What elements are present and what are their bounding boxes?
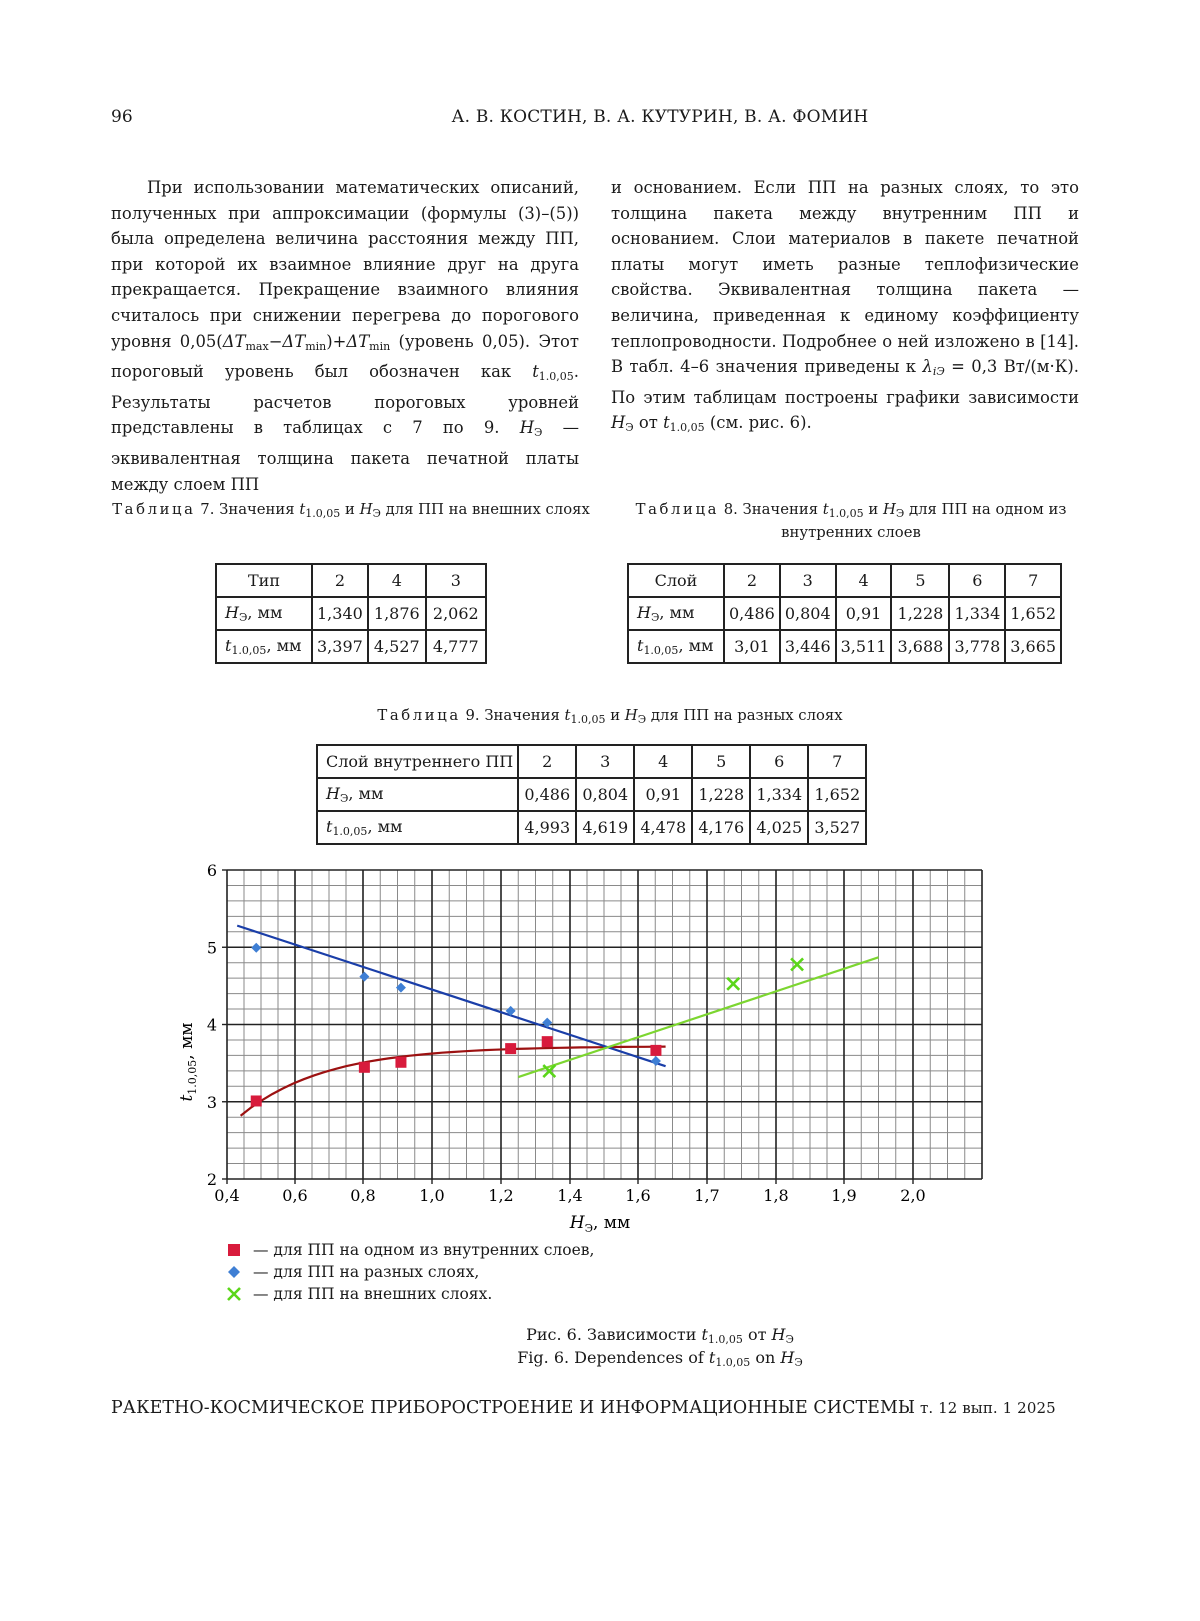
table-row <box>317 811 866 844</box>
table-cell: 0,91 <box>634 778 692 811</box>
trend-line-inner-layer <box>241 1047 666 1116</box>
table-cell: 3,397 <box>312 630 368 663</box>
table-7 <box>215 563 487 664</box>
data-point-different-layers <box>251 943 261 953</box>
figure-caption-ru: Рис. 6. Зависимости $t_{1.0,05}$ от $H_Э$ <box>526 1325 794 1346</box>
table-header-cell: Слой <box>628 564 724 597</box>
table-header-cell: Тип <box>216 564 312 597</box>
table-header-cell: 2 <box>518 745 576 778</box>
table-cell: 1,652 <box>1005 597 1061 630</box>
y-tick-label: 3 <box>206 1092 217 1112</box>
table-row-label: $t_{1.0,05}$, мм <box>628 630 724 663</box>
table-row-label: $t_{1.0,05}$, мм <box>317 811 518 844</box>
data-point-different-layers <box>359 972 369 982</box>
table-header-cell: 7 <box>808 745 866 778</box>
table-cell: 2,062 <box>426 597 486 630</box>
table-header-cell: 4 <box>634 745 692 778</box>
figure-caption-en: Fig. 6. Dependences of $t_{1.0,05}$ on $H_Э$ <box>517 1348 803 1369</box>
table-header-cell: 6 <box>750 745 808 778</box>
x-tick-label: 2,0 <box>900 1186 926 1205</box>
legend-item-outer-layers <box>225 1285 492 1303</box>
table-header-cell: 3 <box>780 564 836 597</box>
data-point-inner-layer <box>505 1043 516 1054</box>
table-cell: 3,778 <box>949 630 1005 663</box>
table-header-cell: 2 <box>312 564 368 597</box>
table-row <box>628 597 1061 630</box>
table-cell: 1,228 <box>891 597 949 630</box>
x-axis-label: $H_Э$, мм <box>569 1213 631 1235</box>
table-cell: 0,486 <box>724 597 780 630</box>
paragraph-left: При использовании математических описаний, полученных при аппроксимации (формулы (3)–(5)) была определена величина расстояния между ПП, при которой их взаимное влияние друг на друга прекращается. Прекращение взаимного влияния считалось при снижении перегрева до порогового уровня $0,05(\Delta T_{max}-\Delta T_{min})+\Delta T_{min}$ (уровень 0,05). Этот пороговый уровень был обозначен как $t_{1.0,05}$. Результаты расчетов пороговых уровней представлены в таблицах с 7 по 9. $H_Э$ — эквивалентная толщина пакета печатной платы между слоем ПП <box>111 178 579 494</box>
table-cell: 4,993 <box>518 811 576 844</box>
table-row-label: $t_{1.0,05}$, мм <box>216 630 312 663</box>
x-tick-label: 0,8 <box>350 1186 376 1205</box>
table-row-label: $H_Э$, мм <box>317 778 518 811</box>
x-marker-icon <box>225 1285 243 1303</box>
table-cell: 3,511 <box>836 630 892 663</box>
table-cell: 1,340 <box>312 597 368 630</box>
table-7-caption: Таблица 7. Значения $t_{1.0,05}$ и $H_Э$ для ПП на внешних слоях <box>112 501 590 520</box>
table-9 <box>316 744 867 845</box>
legend-label: — для ПП на одном из внутренних слоев, <box>253 1241 595 1259</box>
table-row <box>628 630 1061 663</box>
table-cell: 1,334 <box>949 597 1005 630</box>
table-cell: 3,527 <box>808 811 866 844</box>
body-column-right <box>611 175 1079 441</box>
x-tick-label: 0,6 <box>282 1186 308 1205</box>
table-row <box>317 778 866 811</box>
journal-footer <box>111 1398 1091 1418</box>
y-tick-label: 5 <box>206 938 217 958</box>
table-cell: 4,176 <box>692 811 750 844</box>
table-cell: 4,777 <box>426 630 486 663</box>
trend-line-outer-layers <box>518 957 878 1077</box>
table-cell: 3,446 <box>780 630 836 663</box>
x-tick-label: 1,4 <box>557 1186 583 1205</box>
table-cell: 4,527 <box>368 630 426 663</box>
table-cell: 3,01 <box>724 630 780 663</box>
y-tick-label: 2 <box>206 1170 217 1189</box>
page-number: 96 <box>111 107 133 127</box>
table-header-cell: 3 <box>426 564 486 597</box>
table-row <box>216 564 486 597</box>
paragraph-right: и основанием. Если ПП на разных слоях, то это толщина пакета между внутренним ПП и основанием. Слои материалов в пакете печатной платы могут иметь разные теплофизические свойства. Эквивалентная толщина пакета — величина, приведенная к единому коэффициенту теплопроводности. Подробнее о ней изложено в [14]. В табл. 4–6 значения приведены к $\lambda_{iЭ} = 0,3$ Вт/(м·К). По этим таблицам построены графики зависимости $H_Э$ от $t_{1.0,05}$ (см. рис. 6). <box>611 178 1080 435</box>
legend-label: — для ПП на разных слоях, <box>253 1263 480 1281</box>
y-tick-label: 6 <box>206 862 217 880</box>
diamond-marker-icon <box>225 1263 243 1281</box>
table-cell: 1,334 <box>750 778 808 811</box>
data-point-inner-layer <box>650 1045 661 1056</box>
y-tick-label: 4 <box>206 1015 217 1035</box>
data-point-inner-layer <box>542 1036 553 1047</box>
table-header-cell: 5 <box>692 745 750 778</box>
table-header-cell: 7 <box>1005 564 1061 597</box>
table-header-cell: 5 <box>891 564 949 597</box>
legend-item-inner-layer <box>225 1241 594 1259</box>
table-row <box>216 597 486 630</box>
chart-trend-lines <box>237 926 878 1116</box>
table-header-cell: 4 <box>836 564 892 597</box>
legend-item-different-layers <box>225 1263 479 1281</box>
journal-issue: т. 12 вып. 1 2025 <box>915 1399 1056 1417</box>
journal-title: РАКЕТНО-КОСМИЧЕСКОЕ ПРИБОРОСТРОЕНИЕ И ИНФОРМАЦИОННЫЕ СИСТЕМЫ <box>111 1398 916 1418</box>
table-cell: 0,804 <box>780 597 836 630</box>
table-cell: 1,228 <box>692 778 750 811</box>
table-row-label: $H_Э$, мм <box>628 597 724 630</box>
x-tick-label: 0,4 <box>214 1186 240 1205</box>
table-row <box>317 745 866 778</box>
running-head-authors: А. В. КОСТИН, В. А. КУТУРИН, В. А. ФОМИН <box>451 107 869 127</box>
table-cell: 3,665 <box>1005 630 1061 663</box>
table-9-caption: Таблица 9. Значения $t_{1.0,05}$ и $H_Э$ для ПП на разных слоях <box>377 707 843 726</box>
legend-label: — для ПП на внешних слоях. <box>253 1285 493 1303</box>
table-header-cell: 2 <box>724 564 780 597</box>
table-header-cell: Слой внутреннего ПП <box>317 745 518 778</box>
table-row <box>628 564 1061 597</box>
table-row <box>216 630 486 663</box>
data-point-inner-layer <box>359 1062 370 1073</box>
table-row-label: $H_Э$, мм <box>216 597 312 630</box>
data-point-outer-layers <box>727 978 739 990</box>
table-cell: 1,652 <box>808 778 866 811</box>
data-point-inner-layer <box>395 1057 406 1068</box>
table-cell: 0,91 <box>836 597 892 630</box>
table-cell: 0,486 <box>518 778 576 811</box>
y-axis-label: $t_{1.0,05}$, мм <box>177 1022 199 1102</box>
x-tick-label: 1,8 <box>763 1186 789 1205</box>
table-cell: 3,688 <box>891 630 949 663</box>
figure-6-chart <box>170 862 1040 1274</box>
table-cell: 1,876 <box>368 597 426 630</box>
body-column-left <box>111 175 579 497</box>
table-cell: 4,025 <box>750 811 808 844</box>
table-8-caption: Таблица 8. Значения $t_{1.0,05}$ и $H_Э$ для ПП на одном из внутренних слоев <box>635 501 1067 541</box>
square-marker-icon <box>225 1241 243 1259</box>
table-8 <box>627 563 1062 664</box>
table-cell: 4,478 <box>634 811 692 844</box>
table-cell: 0,804 <box>576 778 634 811</box>
x-tick-label: 1,6 <box>625 1186 651 1205</box>
table-cell: 4,619 <box>576 811 634 844</box>
table-header-cell: 4 <box>368 564 426 597</box>
table-header-cell: 3 <box>576 745 634 778</box>
x-tick-label: 1,0 <box>419 1186 445 1205</box>
table-header-cell: 6 <box>949 564 1005 597</box>
x-tick-label: 1,7 <box>694 1186 720 1205</box>
x-tick-label: 1,9 <box>831 1186 857 1205</box>
data-point-inner-layer <box>251 1095 262 1106</box>
x-tick-label: 1,2 <box>488 1186 514 1205</box>
